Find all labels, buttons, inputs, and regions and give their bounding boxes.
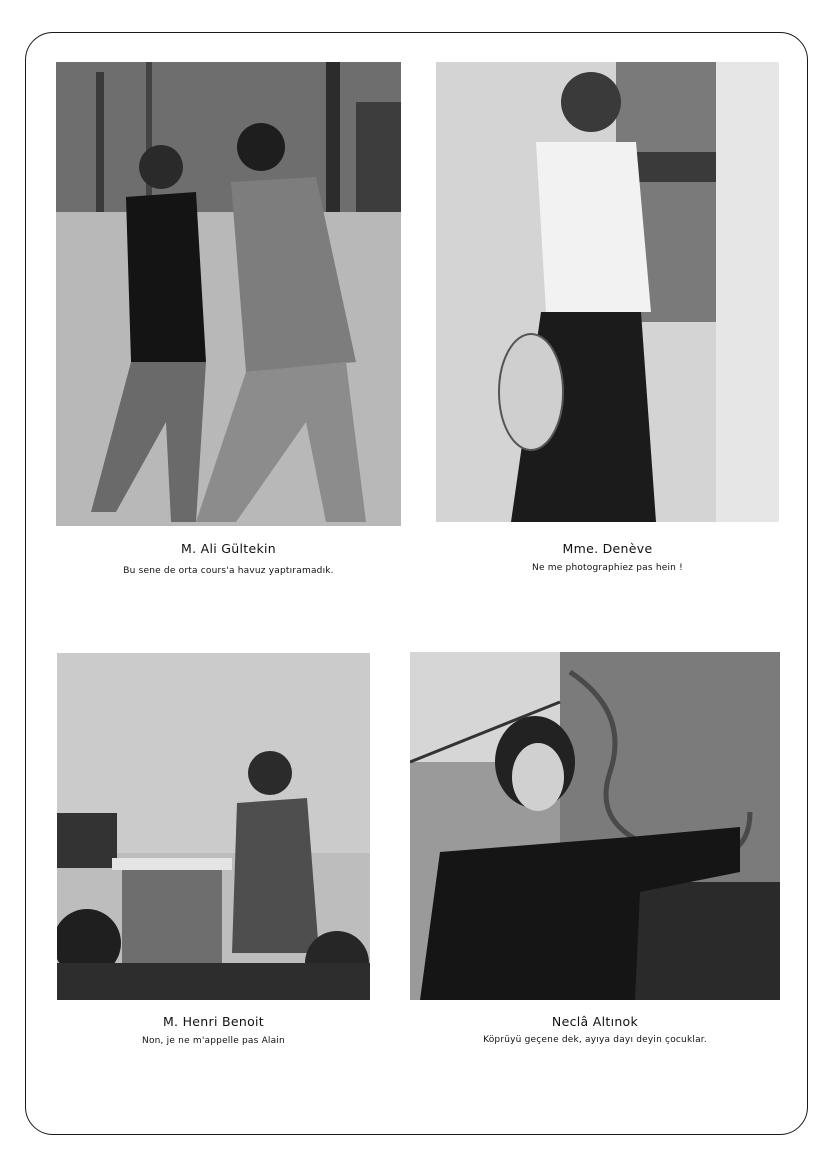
- caption-quote-4: Köprüyü geçene dek, ayıya dayı deyin çocuklar.: [483, 1035, 707, 1045]
- caption-name-2: Mme. Denève: [562, 541, 653, 556]
- caption-name-4: Neclâ Altınok: [551, 1014, 639, 1029]
- caption-name-3: M. Henri Benoit: [162, 1014, 265, 1029]
- caption-name-1: M. Ali Gültekin: [180, 541, 276, 556]
- photo-mme-deneve: [436, 62, 779, 522]
- caption-quote-2: Ne me photographiez pas hein !: [532, 563, 683, 573]
- photo-ali-gultekin: [56, 62, 401, 526]
- caption-quote-1: Bu sene de orta cours'a havuz yaptıramadık.: [123, 566, 334, 576]
- photo-henri-benoit: [57, 653, 370, 1000]
- photo-necla-altinok: [410, 652, 780, 1000]
- caption-quote-3: Non, je ne m'appelle pas Alain: [142, 1036, 285, 1046]
